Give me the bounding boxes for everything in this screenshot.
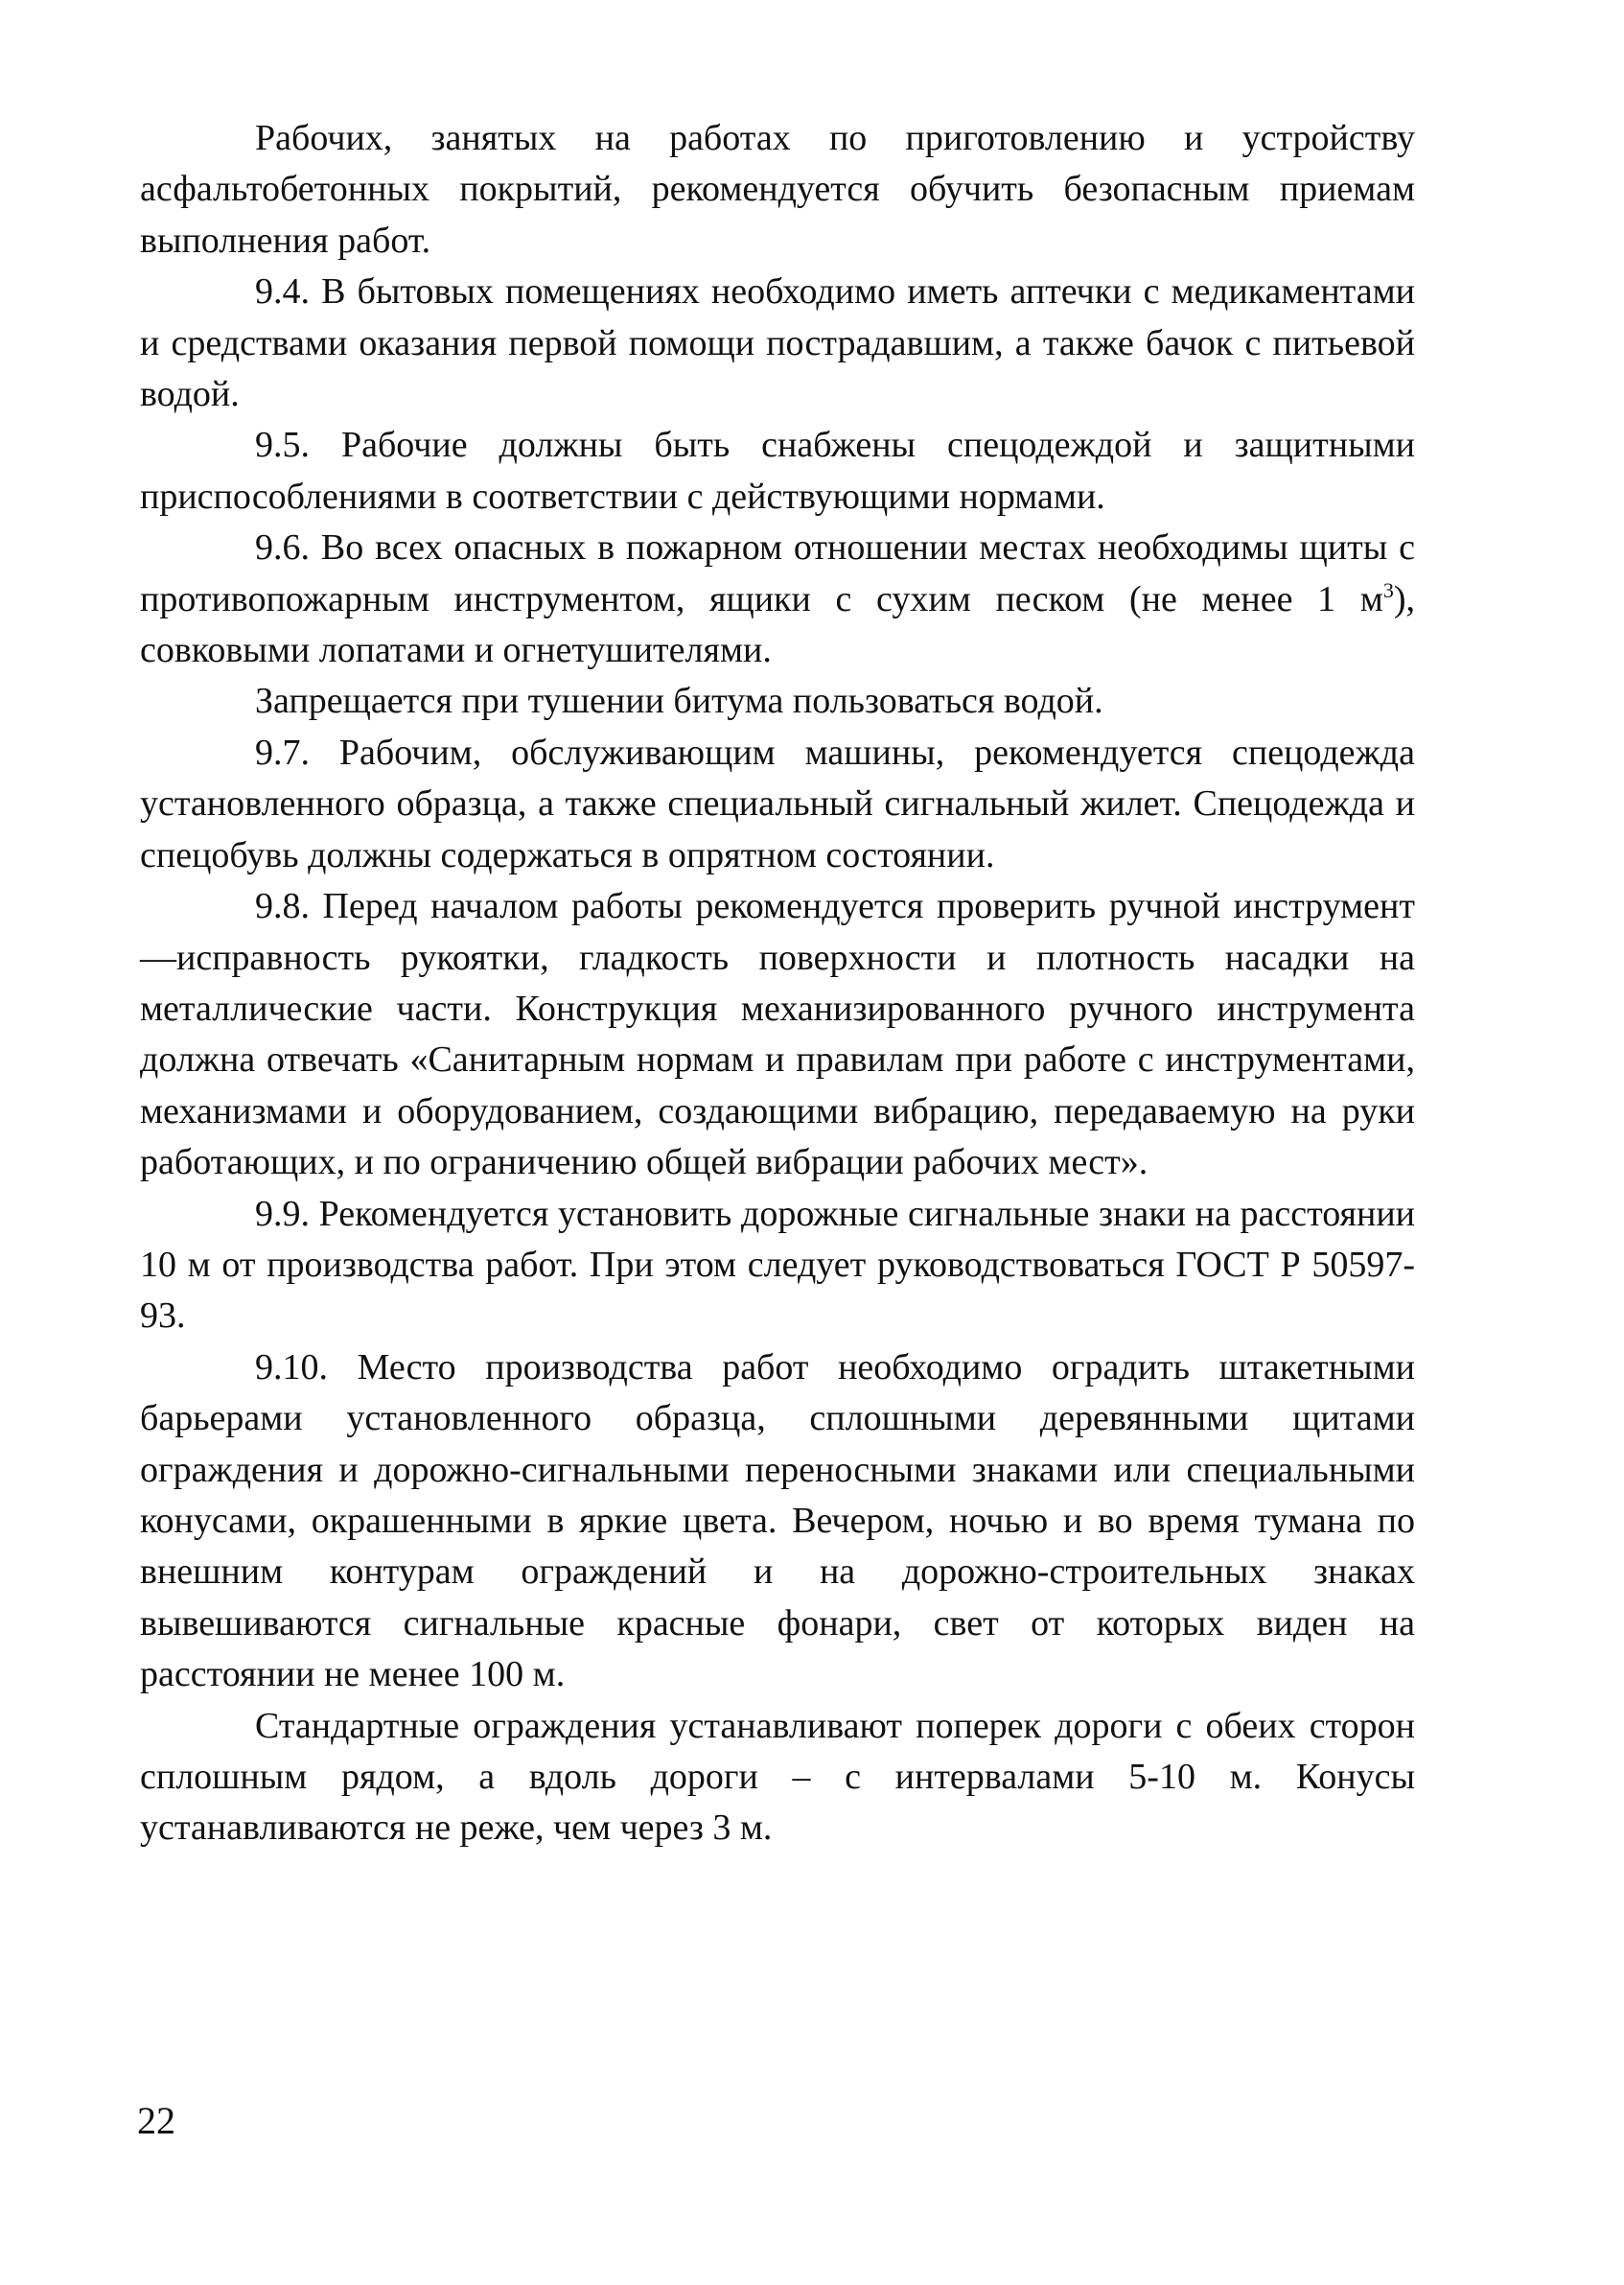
paragraph-standard-barriers: Стандартные ограждения устанавливают поперек дороги с обеих сторон сплошным рядом, а вдоль дороги – с интервалами 5-10 м. Конусы устанавливаются не реже, чем через 3 м. [140,1705,1415,1849]
page-number: 22 [137,2099,175,2142]
paragraph-9-5: 9.5. Рабочие должны быть снабжены спецодеждой и защитными приспособлениями в соответствии с действующими нормами. [140,425,1415,517]
paragraph-9-7: 9.7. Рабочим, обслуживающим машины, рекомендуется спецодежда установленного образца, а также специальный сигнальный жилет. Спецодежда и спецобувь должны содержаться в опрятном состоянии. [140,732,1415,875]
paragraph-bitumen-water: Запрещается при тушении битума пользоваться водой. [255,681,1103,722]
body-text [140,113,1415,1854]
paragraph-9-6-text-before: 9.6. Во всех опасных в пожарном отношении местах необходимы щиты с противопожарным инструментом, ящики с сухим песком (не менее 1 м [140,527,1415,619]
paragraph-safety-training: Рабочих, занятых на работах по приготовлению и устройству асфальтобетонных покрытий, рекомендуется обучить безопасным приемам выполнения работ. [140,118,1415,261]
paragraph-9-4: 9.4. В бытовых помещениях необходимо иметь аптечки с медикаментами и средствами оказания первой помощи пострадавшим, а также бачок с питьевой водой. [140,271,1415,415]
paragraph-9-8: 9.8. Перед началом работы рекомендуется проверить ручной инструмент —исправность рукоятки, гладкость поверхности и плотность насадки на металлические части. Конструкция механизированного ручного инструмента должна отвечать «Санитарным нормам и правилам при работе с инструментами, механизмами и оборудованием, создающими вибрацию, передаваемую на руки работающих, и по ограничению общей вибрации рабочих мест». [140,886,1415,1183]
paragraph-9-6-text-after: ), совковыми лопатами и огнетушителями. [140,578,1415,671]
paragraph-9-10: 9.10. Место производства работ необходимо оградить штакетными барьерами установленного образца, сплошными деревянными щитами ограждения и дорожно-сигнальными переносными знаками или специальными конусами, окрашенными в яркие цвета. Вечером, ночью и во время тумана по внешним контурам ограждений и на дорожно-строительных знаках вывешиваются сигнальные красные фонари, свет от которых виден на расстоянии не менее 100 м. [140,1346,1415,1695]
superscript-cubic: 3 [1382,577,1394,602]
paragraph-9-9: 9.9. Рекомендуется установить дорожные сигнальные знаки на расстоянии 10 м от производства работ. При этом следует руководствоваться ГОСТ Р 50597-93. [140,1193,1415,1337]
paragraph-9-6 [140,523,1415,676]
